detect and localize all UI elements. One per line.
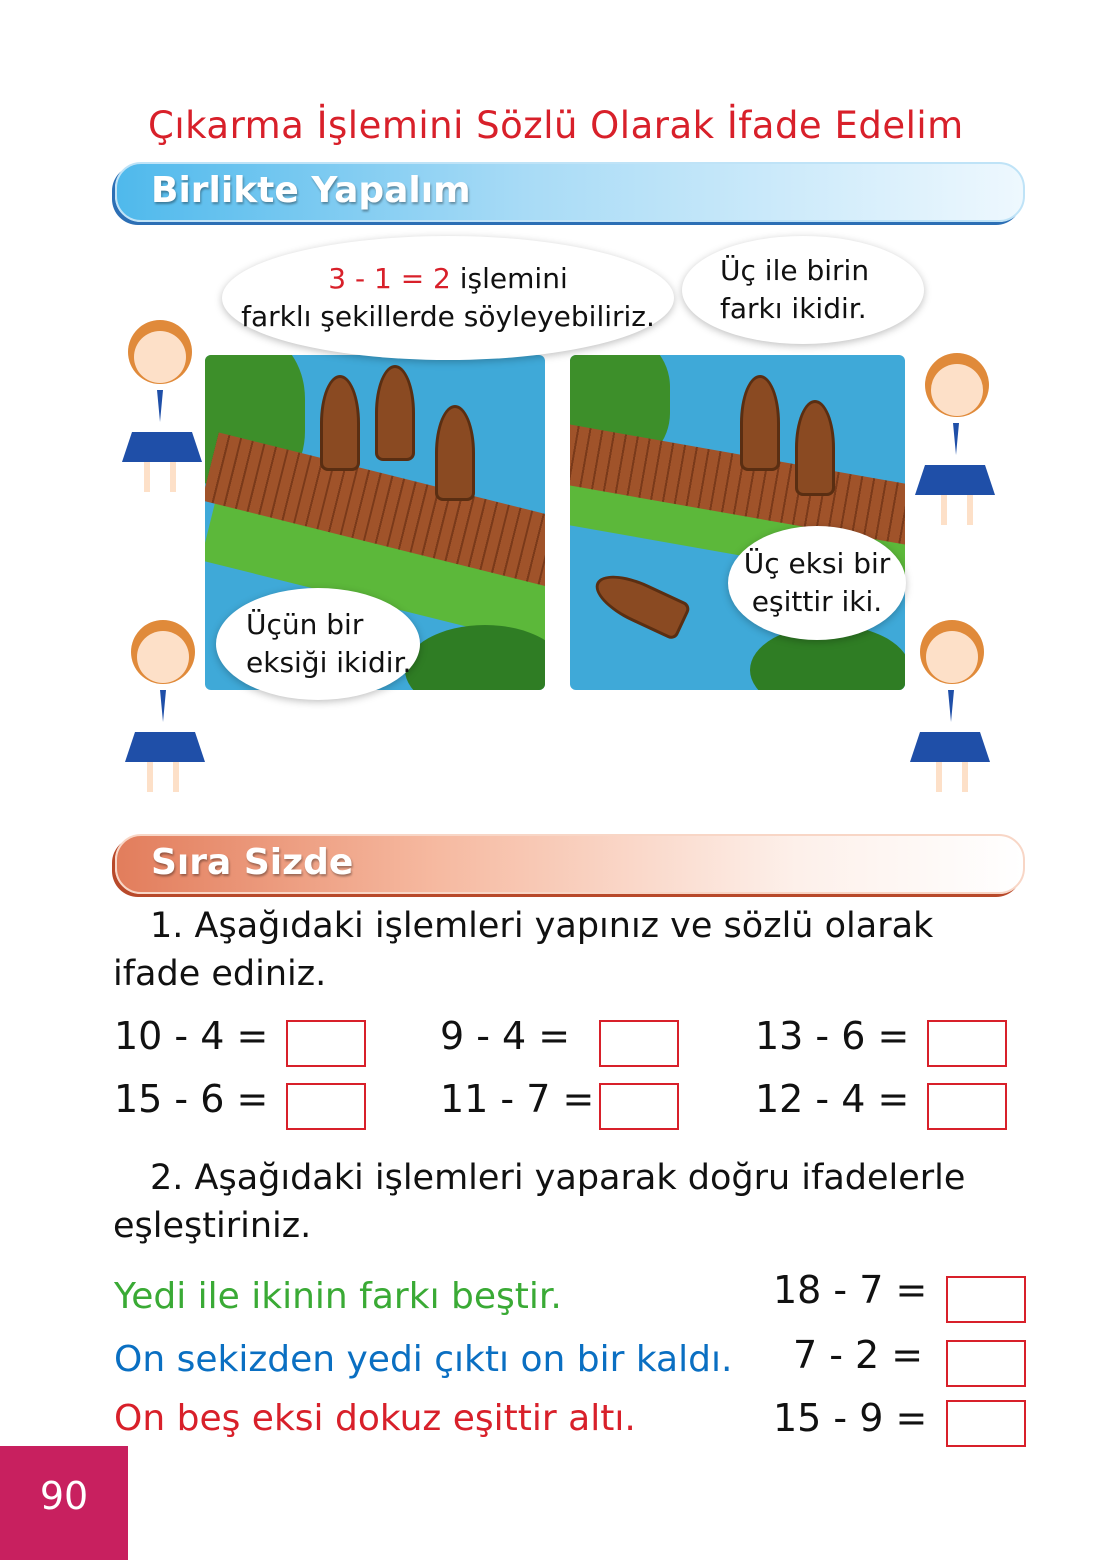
operation: 11 - 7 =	[440, 1077, 595, 1121]
answer-box[interactable]	[599, 1083, 679, 1130]
bubble-text: Üçün bir	[246, 608, 364, 641]
operation: 18 - 7 =	[773, 1268, 928, 1312]
operation: 15 - 6 =	[114, 1077, 269, 1121]
question-2-text: 2. Aşağıdaki işlemleri yaparak doğru ifadelerle	[150, 1158, 966, 1198]
operation: 9 - 4 =	[440, 1014, 571, 1058]
page-title: Çıkarma İşlemini Sözlü Olarak İfade Edelim	[148, 104, 964, 147]
statement-green: Yedi ile ikinin farkı beştir.	[114, 1276, 562, 1317]
question-1-text: 1. Aşağıdaki işlemleri yapınız ve sözlü olarak	[150, 906, 934, 946]
bubble-text: Üç ile birin	[720, 254, 870, 287]
section-title: Sıra Sizde	[151, 842, 354, 883]
answer-box[interactable]	[286, 1083, 366, 1130]
girl-character-icon	[905, 345, 1005, 535]
answer-box[interactable]	[599, 1020, 679, 1067]
speech-bubble-bottom-right	[728, 526, 906, 640]
answer-box[interactable]	[946, 1340, 1026, 1387]
girl-character-icon	[112, 312, 212, 502]
answer-box[interactable]	[927, 1083, 1007, 1130]
statement-blue: On sekizden yedi çıktı on bir kaldı.	[114, 1339, 733, 1380]
bubble-text: Üç eksi bir	[743, 547, 891, 580]
page-number: 90	[0, 1446, 128, 1560]
operation: 10 - 4 =	[114, 1014, 269, 1058]
question-1-text: ifade ediniz.	[113, 954, 327, 994]
illustration-pond-right	[570, 355, 905, 690]
bubble-text: eşittir iki.	[751, 585, 883, 618]
answer-box[interactable]	[286, 1020, 366, 1067]
answer-box[interactable]	[946, 1276, 1026, 1323]
operation: 7 - 2 =	[793, 1333, 924, 1377]
bubble-text: işlemini	[459, 262, 568, 295]
girl-character-icon	[900, 612, 1000, 802]
bubble-text: farklı şekillerde söyleyebiliriz.	[241, 300, 655, 333]
equation: 3 - 1 = 2	[328, 262, 451, 295]
bubble-text: eksiği ikidir.	[246, 646, 412, 679]
section-title: Birlikte Yapalım	[151, 170, 471, 211]
operation: 15 - 9 =	[773, 1396, 928, 1440]
section-header-birlikte-yapalim	[115, 162, 1025, 222]
question-2-text: eşleştiriniz.	[113, 1206, 312, 1246]
operation: 12 - 4 =	[755, 1077, 910, 1121]
answer-box[interactable]	[927, 1020, 1007, 1067]
operation: 13 - 6 =	[755, 1014, 910, 1058]
bubble-text: farkı ikidir.	[720, 292, 867, 325]
answer-box[interactable]	[946, 1400, 1026, 1447]
statement-red: On beş eksi dokuz eşittir altı.	[114, 1398, 636, 1439]
girl-character-icon	[115, 612, 215, 802]
speech-bubble-main	[222, 236, 674, 360]
section-header-sira-sizde	[115, 834, 1025, 894]
speech-bubble-top-right	[682, 236, 924, 344]
speech-bubble-bottom-left	[216, 588, 420, 700]
